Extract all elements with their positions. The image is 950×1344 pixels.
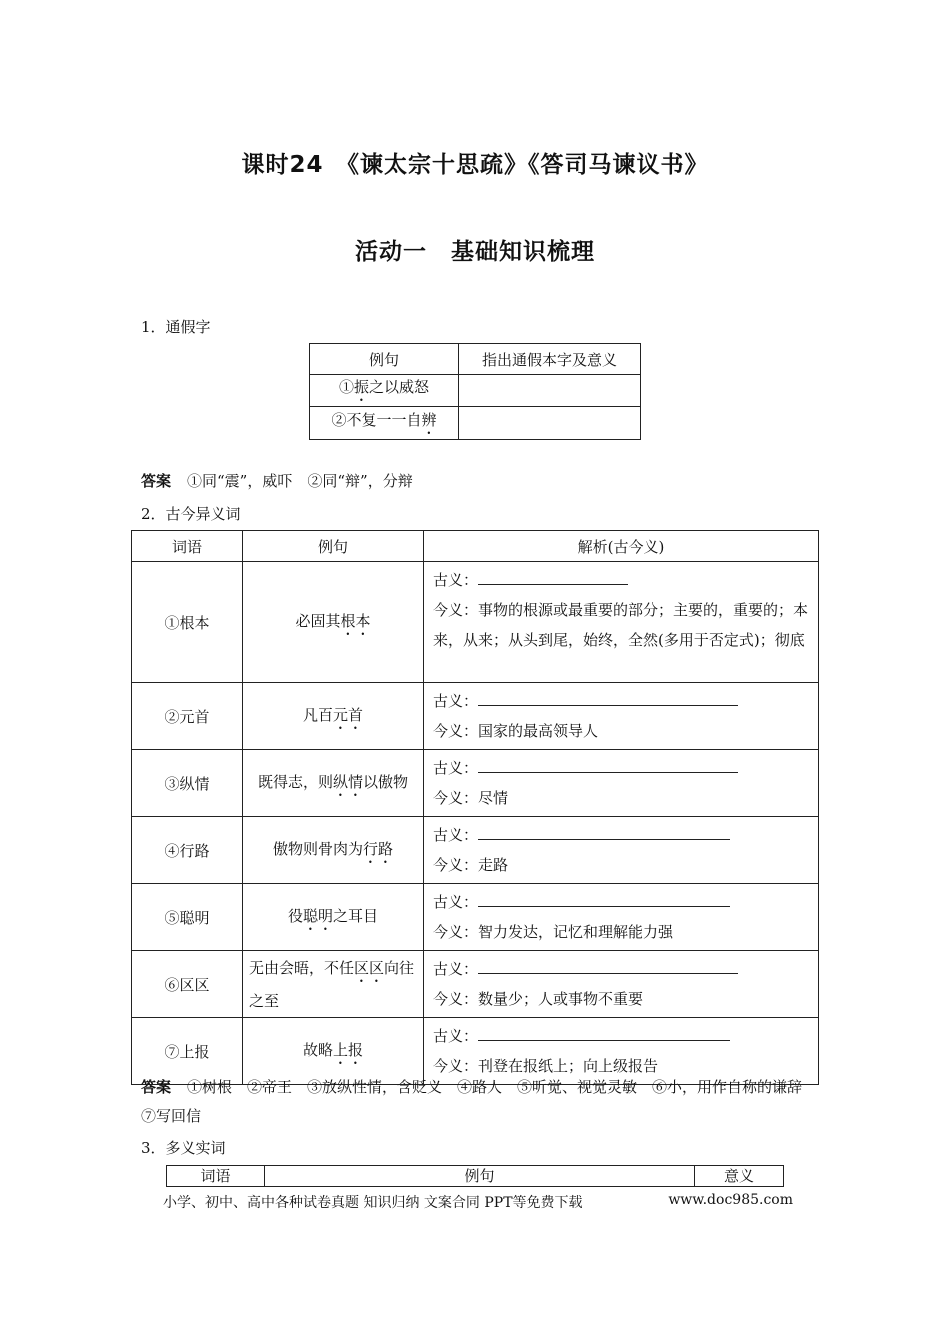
ancient-blank	[478, 957, 738, 974]
example-sentence: 无由会晤，不任区区向往之至	[243, 951, 424, 1018]
section2-heading: 2．古今异义词	[141, 505, 241, 523]
table-row	[132, 951, 819, 1018]
word-cell: ④行路	[132, 817, 243, 884]
table-row	[132, 884, 819, 951]
word-cell: ①根本	[132, 562, 243, 683]
ancient-blank	[478, 890, 730, 907]
page-title: 课时24 《谏太宗十思疏》《答司马谏议书》	[241, 152, 709, 178]
example-sentence: 凡百元首	[243, 683, 424, 750]
analysis-cell: 古义： 今义：事物的根源或最重要的部分；主要的，重要的；本来，从来；从头到尾，始终，全然(多用于否定式)；彻底	[424, 562, 819, 683]
example-sentence: ②不复一一自辨	[310, 407, 459, 440]
header-meaning: 意义	[695, 1166, 784, 1187]
table-row	[310, 375, 641, 407]
word-cell: ⑦上报	[132, 1018, 243, 1085]
table-row	[132, 562, 819, 683]
tongjia-table	[309, 343, 641, 440]
analysis-cell: 古义： 今义：国家的最高领导人	[424, 683, 819, 750]
analysis-cell: 古义： 今义：尽情	[424, 750, 819, 817]
example-sentence: ①振之以威怒	[310, 375, 459, 407]
footer-text: 小学、初中、高中各种试卷真题 知识归纳 文案合同 PPT等免费下载	[163, 1195, 583, 1211]
footer-url: www.doc985.com	[668, 1192, 793, 1208]
word-cell: ⑤聪明	[132, 884, 243, 951]
word-cell: ②元首	[132, 683, 243, 750]
table-row	[132, 683, 819, 750]
footer	[163, 1192, 793, 1212]
example-sentence: 傲物则骨肉为行路	[243, 817, 424, 884]
ancient-blank	[478, 823, 730, 840]
section1-answer: 答案 ①同“震”，威吓 ②同“辩”，分辩	[141, 472, 413, 490]
answer-cell	[459, 407, 641, 440]
header-example: 例句	[243, 531, 424, 562]
answer-cell	[459, 375, 641, 407]
example-sentence: 故略上报	[243, 1018, 424, 1085]
duoyi-table	[166, 1165, 784, 1187]
example-sentence: 必固其根本	[243, 562, 424, 683]
ancient-blank	[478, 568, 628, 585]
header-example: 例句	[310, 344, 459, 375]
header-example: 例句	[265, 1166, 695, 1187]
example-sentence: 役聪明之耳目	[243, 884, 424, 951]
ancient-blank	[478, 1024, 730, 1041]
table-row	[132, 817, 819, 884]
ancient-blank	[478, 689, 738, 706]
header-meaning: 指出通假本字及意义	[459, 344, 641, 375]
ancient-blank	[478, 756, 738, 773]
word-cell: ⑥区区	[132, 951, 243, 1018]
section2-answer: 答案 ①树根 ②帝王 ③放纵性情，含贬义 ④路人 ⑤听觉、视觉灵敏 ⑥小，用作自称的谦辞 ⑦写回信	[141, 1078, 818, 1125]
section3-heading: 3．多义实词	[141, 1139, 226, 1157]
example-sentence: 既得志，则纵情以傲物	[243, 750, 424, 817]
section1-heading: 1．通假字	[141, 318, 211, 336]
gujin-table	[131, 530, 819, 1085]
word-cell: ③纵情	[132, 750, 243, 817]
analysis-cell: 古义： 今义：走路	[424, 817, 819, 884]
analysis-cell: 古义： 今义：刊登在报纸上；向上级报告	[424, 1018, 819, 1085]
header-analysis: 解析(古今义)	[424, 531, 819, 562]
activity-title: 活动一 基础知识梳理	[355, 239, 595, 265]
table-row	[310, 407, 641, 440]
table-row	[132, 750, 819, 817]
analysis-cell: 古义： 今义：数量少；人或事物不重要	[424, 951, 819, 1018]
header-word: 词语	[167, 1166, 265, 1187]
analysis-cell: 古义： 今义：智力发达，记忆和理解能力强	[424, 884, 819, 951]
header-word: 词语	[132, 531, 243, 562]
